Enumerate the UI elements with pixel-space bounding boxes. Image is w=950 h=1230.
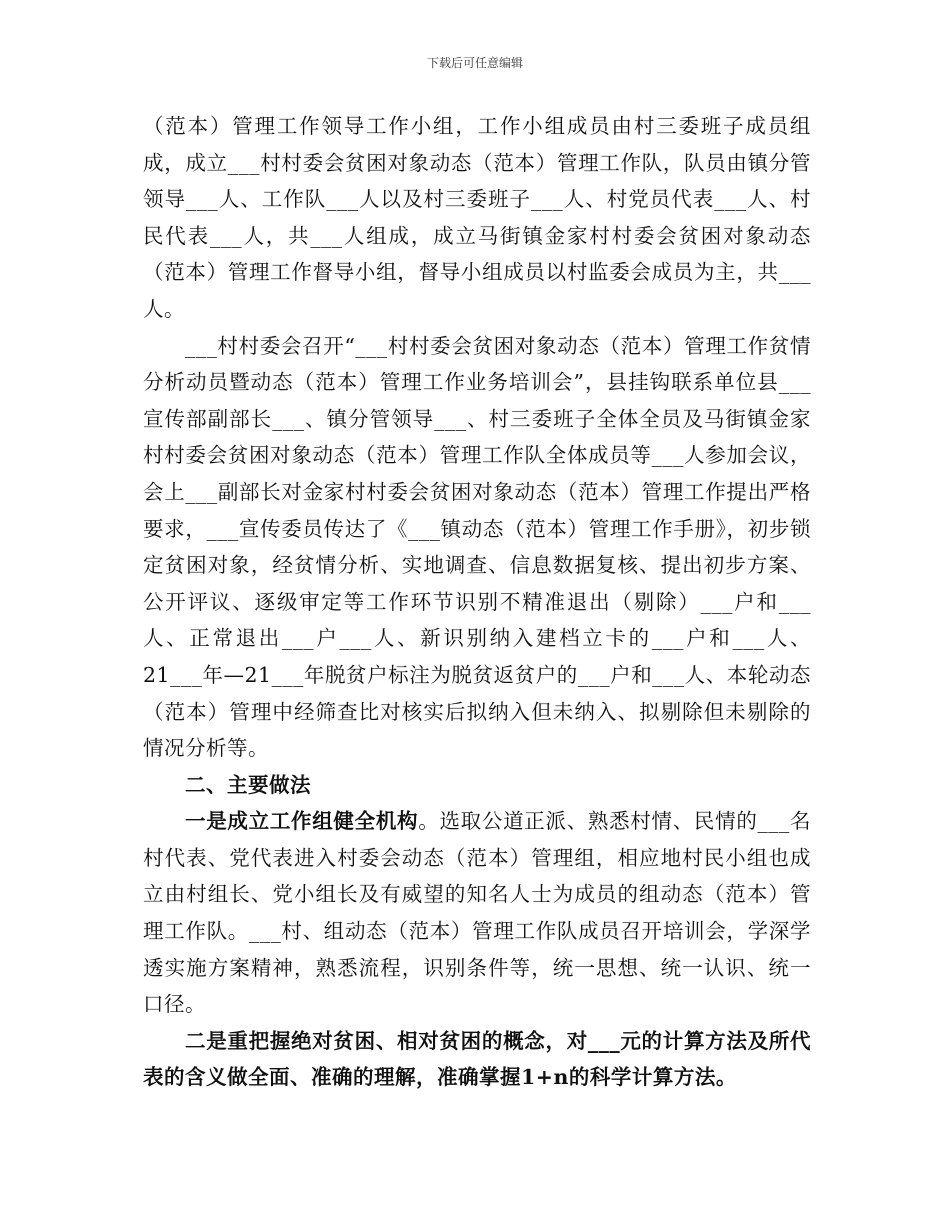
paragraph-4: 二是重把握绝对贫困、相对贫困的概念，对___元的计算方法及所代表的含义做全面、准确的理解，准确掌握1+n的科学计算方法。 [143, 1028, 811, 1090]
document-body [143, 108, 811, 1096]
paragraph-1: （范本）管理工作领导工作小组，工作小组成员由村三委班子成员组成，成立___村村委会贫困对象动态（范本）管理工作队，队员由镇分管领导___人、工作队___人以及村三委班子___人、村党员代表___人、村民代表___人，共___人组成，成立马街镇金家村村委会贫困对象动态（范本）管理工作督导小组，督导小组成员以村监委会成员为主，共___人。 [143, 114, 811, 321]
page-header: 下载后可任意编辑 [426, 56, 523, 70]
paragraph-3 [143, 803, 811, 1023]
paragraph-2: ___村村委会召开“___村村委会贫困对象动态（范本）管理工作贫情分析动员暨动态（范本）管理工作业务培训会”，县挂钩联系单位县___宣传部副部长___、镇分管领导___、村三委班子全体全员及马街镇金家村村委会贫困对象动态（范本）管理工作队全体成员等___人参加会议，会上___副部长对金家村村委会贫困对象动态（范本）管理工作提出严格要求，___宣传委员传达了《___镇动态（范本）管理工作手册》，初步锁定贫困对象，经贫情分析、实地调查、信息数据复核、提出初步方案、公开评议、逐级审定等工作环节识别不精准退出（剔除）___户和___人、正常退出___户___人、新识别纳入建档立卡的___户和___人、21___年—21___年脱贫户标注为脱贫返贫户的___户和___人、本轮动态（范本）管理中经筛查比对核实后拟纳入但未纳入、拟剔除但未剔除的情况分析等。 [143, 333, 811, 761]
paragraph-3-lead: 一是成立工作组健全机构 [185, 809, 419, 834]
paragraph-3-text: 。选取公道正派、熟悉村情、民情的___名村代表、党代表进入村委会动态（范本）管理组，相应地村民小组也成立由村组长、党小组长及有威望的知名人士为成员的组动态（范本）管理工作队。___村、组动态（范本）管理工作队成员召开培训会，学深学透实施方案精神，熟悉流程，识别条件等，统一思想、统一认识、统一口径。 [143, 809, 812, 1017]
section-heading: 二、主要做法 [185, 772, 311, 797]
